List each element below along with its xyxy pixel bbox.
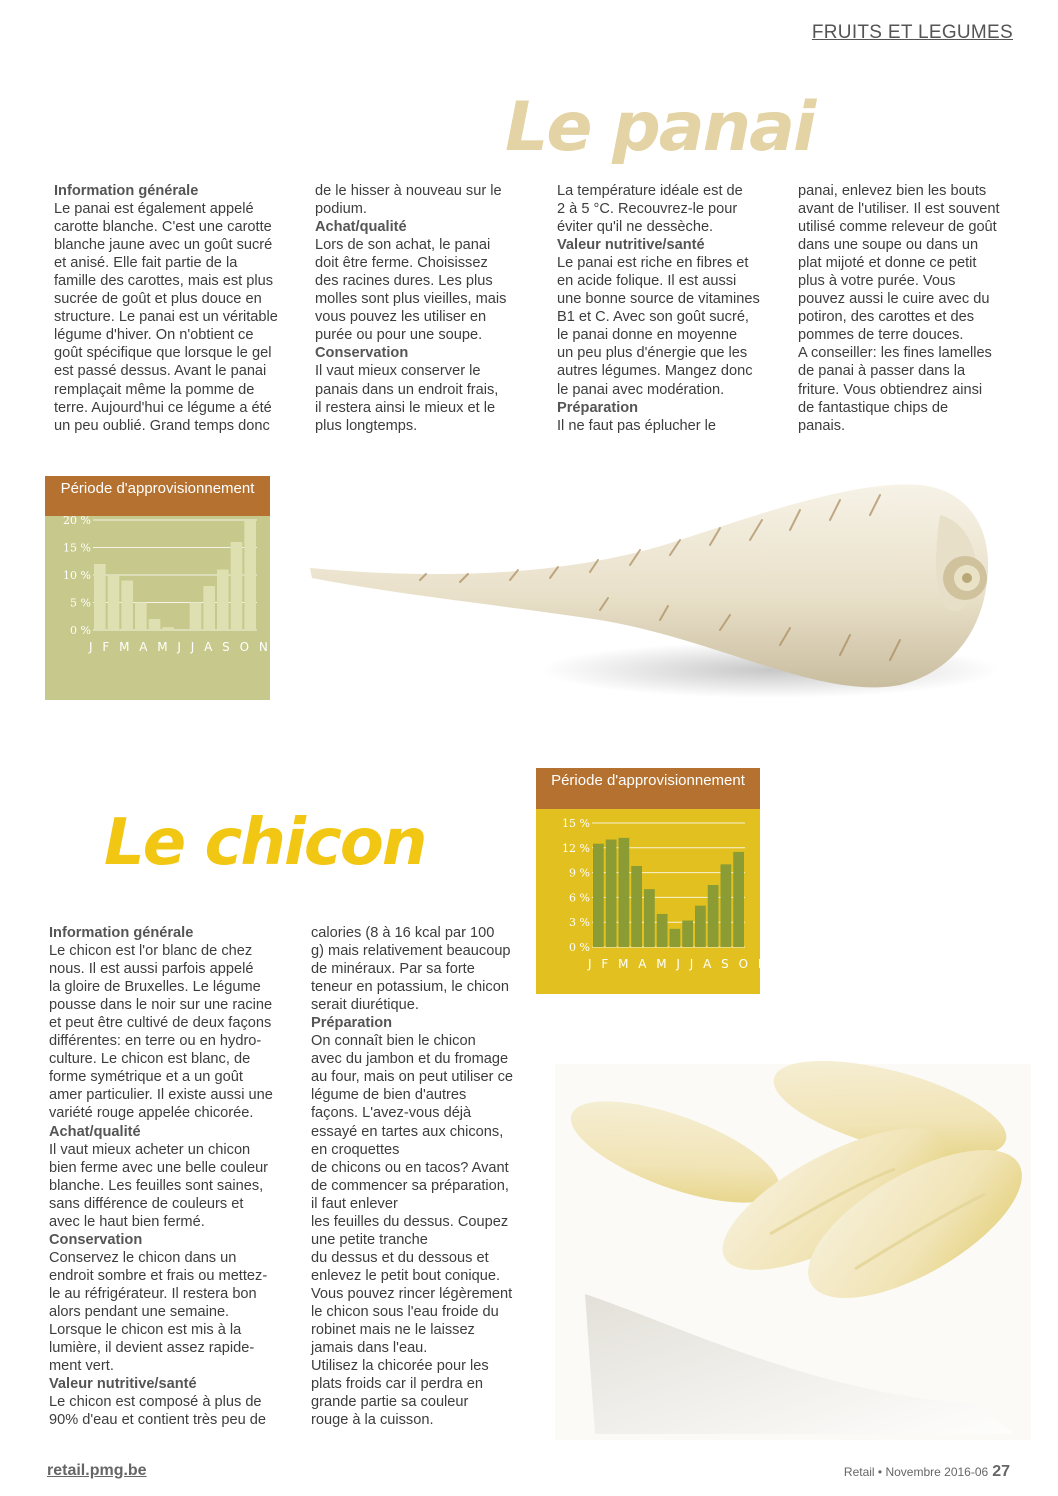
bar-J — [657, 914, 668, 947]
page-number: 27 — [992, 1463, 1010, 1480]
y-tick-label: 12 % — [562, 841, 590, 855]
section-header: FRUITS ET LEGUMES — [811, 22, 1013, 43]
bar-M — [644, 889, 655, 947]
bar-A — [682, 921, 693, 947]
y-tick-label: 0 % — [569, 941, 590, 954]
chicon-subheading: Achat/qualité — [49, 1123, 141, 1140]
panai-column-4 — [798, 182, 1023, 435]
bar-S — [203, 586, 215, 630]
panai-paragraph: La température idéale est de 2 à 5 °C. Recouvrez-le pour éviter qu'il ne dessèche. — [557, 183, 743, 236]
y-tick-label: 20 % — [63, 514, 91, 527]
chicon-paragraph: Il vaut mieux acheter un chicon bien ferme avec une belle couleur blanche. Les feuilles sont saines, sans différence de couleurs et avec le haut bien fermé. — [49, 1141, 269, 1230]
panai-paragraph: Le panai est riche en fibres et en acide folique. Il est aussi une bonne source de vitamines B1 et C. Avec son goût sucré, le panai donne en moyenne un peu plus d'énergie que les autres légumes. Mangez donc le panai avec modération. — [557, 255, 760, 398]
footer-issue — [844, 1463, 1010, 1481]
bar-N — [721, 864, 732, 947]
bar-O — [708, 885, 719, 947]
panai-chart-title: Période d'approvisionnement — [45, 476, 270, 516]
panai-paragraph: Lors de son achat, le panai doit être ferme. Choisissez des racines dures. Les plus molles sont plus vieilles, mais vous pouvez les utiliser en purée ou pour une soupe. — [315, 237, 507, 344]
bar-A — [135, 603, 147, 631]
x-axis-month-labels: J F M A M J J A S O N D — [588, 957, 789, 971]
chicon-column-1 — [49, 924, 289, 1429]
chicon-subheading: Information générale — [49, 925, 194, 941]
y-tick-label: 5 % — [70, 596, 91, 610]
bar-A — [631, 866, 642, 947]
panai-chart-svg — [45, 514, 290, 700]
chicon-chart-title: Période d'approvisionnement — [536, 768, 760, 809]
bar-J — [94, 564, 106, 630]
chicon-image — [555, 1064, 1031, 1440]
chicon-paragraph: calories (8 à 16 kcal par 100 g) mais relativement beaucoup de minéraux. Par sa forte teneur en potassium, le chicon serait diurétique. — [311, 925, 511, 1014]
y-tick-label: 3 % — [569, 916, 590, 930]
panai-subheading: Préparation — [557, 399, 639, 416]
y-tick-label: 9 % — [569, 866, 590, 880]
chicon-subheading: Conservation — [49, 1231, 143, 1248]
panai-supply-chart — [45, 476, 290, 700]
footer-issue-text: Retail • Novembre 2016-06 — [843, 1465, 989, 1479]
chicon-supply-chart — [536, 768, 789, 994]
y-tick-label: 15 % — [63, 541, 91, 555]
bar-D — [244, 520, 256, 630]
panai-paragraph: panai, enlevez bien les bouts avant de l'utiliser. Il est souvent utilisé comme releveur de goût dans une soupe ou dans un plat mijoté et donne ce petit plus à votre purée. Vous pouvez aussi le cuire avec du potiron, des carottes et des pommes de terre douces. A conseiller: les fines lamelles de panai à passer dans la friture. Vous obtiendrez ainsi de fantastique chips de panais. — [798, 183, 1000, 434]
panai-paragraph: de le hisser à nouveau sur le podium. — [315, 183, 502, 218]
footer-url-link[interactable]: retail.pmg.be — [47, 1462, 147, 1479]
parsnip-image — [300, 470, 1005, 710]
bar-O — [217, 570, 229, 631]
panai-column-2 — [315, 182, 535, 435]
bar-J — [593, 844, 604, 947]
y-tick-label: 15 % — [562, 817, 590, 830]
panai-column-3 — [557, 182, 782, 435]
bar-N — [231, 542, 243, 630]
chicon-chart-svg — [536, 812, 789, 992]
panai-paragraph: Il ne faut pas éplucher le — [557, 417, 717, 434]
chicon-paragraph: Le chicon est l'or blanc de chez nous. Il est aussi parfois appelé la gloire de Bruxelles. Le légume pousse dans le noir sur une racine et peut être cultivé de deux façons différentes: en terre ou en hydro- culture. Le chicon est blanc, de forme symétrique et a un goût amer particulier. Il existe aussi une variété rouge appelée chicorée. — [49, 943, 273, 1122]
bar-F — [108, 575, 120, 630]
bar-M — [149, 619, 161, 630]
panai-paragraph: Le panai est également appelé carotte blanche. C'est une carotte blanche jaune avec un goût sucré et anisé. Elle fait partie de la famille des carottes, mais est plus sucrée de goût et plus douce en structure. Le panai est un véritable légume d'hiver. On n'obtient ce goût spécifique que lorsque le gel est passé dessus. Avant le panai remplaçait même la pomme de terre. Aujourd'hui ce légume a été un peu oublié. Grand temps donc — [54, 201, 278, 434]
chicon-subheading: Préparation — [311, 1015, 393, 1032]
chicon-paragraph: Le chicon est composé à plus de 90% d'eau et contient très peu de — [49, 1394, 266, 1429]
panai-column-1 — [54, 182, 294, 435]
bar-D — [733, 852, 744, 947]
panai-subheading: Achat/qualité — [315, 219, 407, 236]
bar-F — [606, 840, 617, 947]
bar-M — [619, 838, 630, 947]
panai-title: Le panai — [505, 88, 815, 167]
chicon-subheading: Valeur nutritive/santé — [49, 1376, 197, 1393]
parsnip-illustration — [300, 470, 1005, 710]
panai-subheading: Conservation — [315, 345, 409, 362]
bar-S — [695, 906, 706, 947]
chicon-title: Le chicon — [104, 806, 426, 880]
bar-J — [670, 929, 681, 947]
panai-subheading: Valeur nutritive/santé — [557, 237, 705, 254]
y-tick-label: 10 % — [63, 569, 91, 582]
chicon-illustration — [555, 1064, 1031, 1440]
y-tick-label: 6 % — [569, 891, 590, 905]
panai-paragraph: Il vaut mieux conserver le panais dans un endroit frais, il restera ainsi le mieux et le plus longtemps. — [315, 363, 499, 434]
chicon-paragraph: Conservez le chicon dans un endroit sombre et frais ou mettez- le au réfrigérateur. Il restera bon alors pendant une semaine. Lorsque le chicon est mis à la lumière, il devient assez rapide- ment vert. — [49, 1249, 268, 1375]
chicon-column-2 — [311, 924, 541, 1429]
x-axis-month-labels: J F M A M J J A S O N D — [89, 640, 290, 654]
panai-subheading: Information générale — [54, 183, 199, 199]
bar-J — [162, 627, 174, 630]
y-tick-label: 0 % — [70, 624, 91, 637]
bar-A — [190, 603, 202, 631]
bar-M — [121, 581, 133, 631]
chicon-paragraph: On connaît bien le chicon avec du jambon et du fromage au four, mais on peut utiliser ce légume de bien d'autres façons. L'avez-vous déjà essayé en tartes aux chicons, en croquettes de chicons ou en tacos? Avant de commencer sa préparation, il faut enlever les feuilles du dessus. Coupez une petite tranche du dessus et du dessous et enlevez le petit bout conique. Vous pouvez rincer légèrement le chicon sous l'eau froide du robinet mais ne le laissez jamais dans l'eau. Utilisez la chicorée pour les plats froids car il perdra en grande partie sa couleur rouge à la cuisson. — [311, 1033, 513, 1429]
